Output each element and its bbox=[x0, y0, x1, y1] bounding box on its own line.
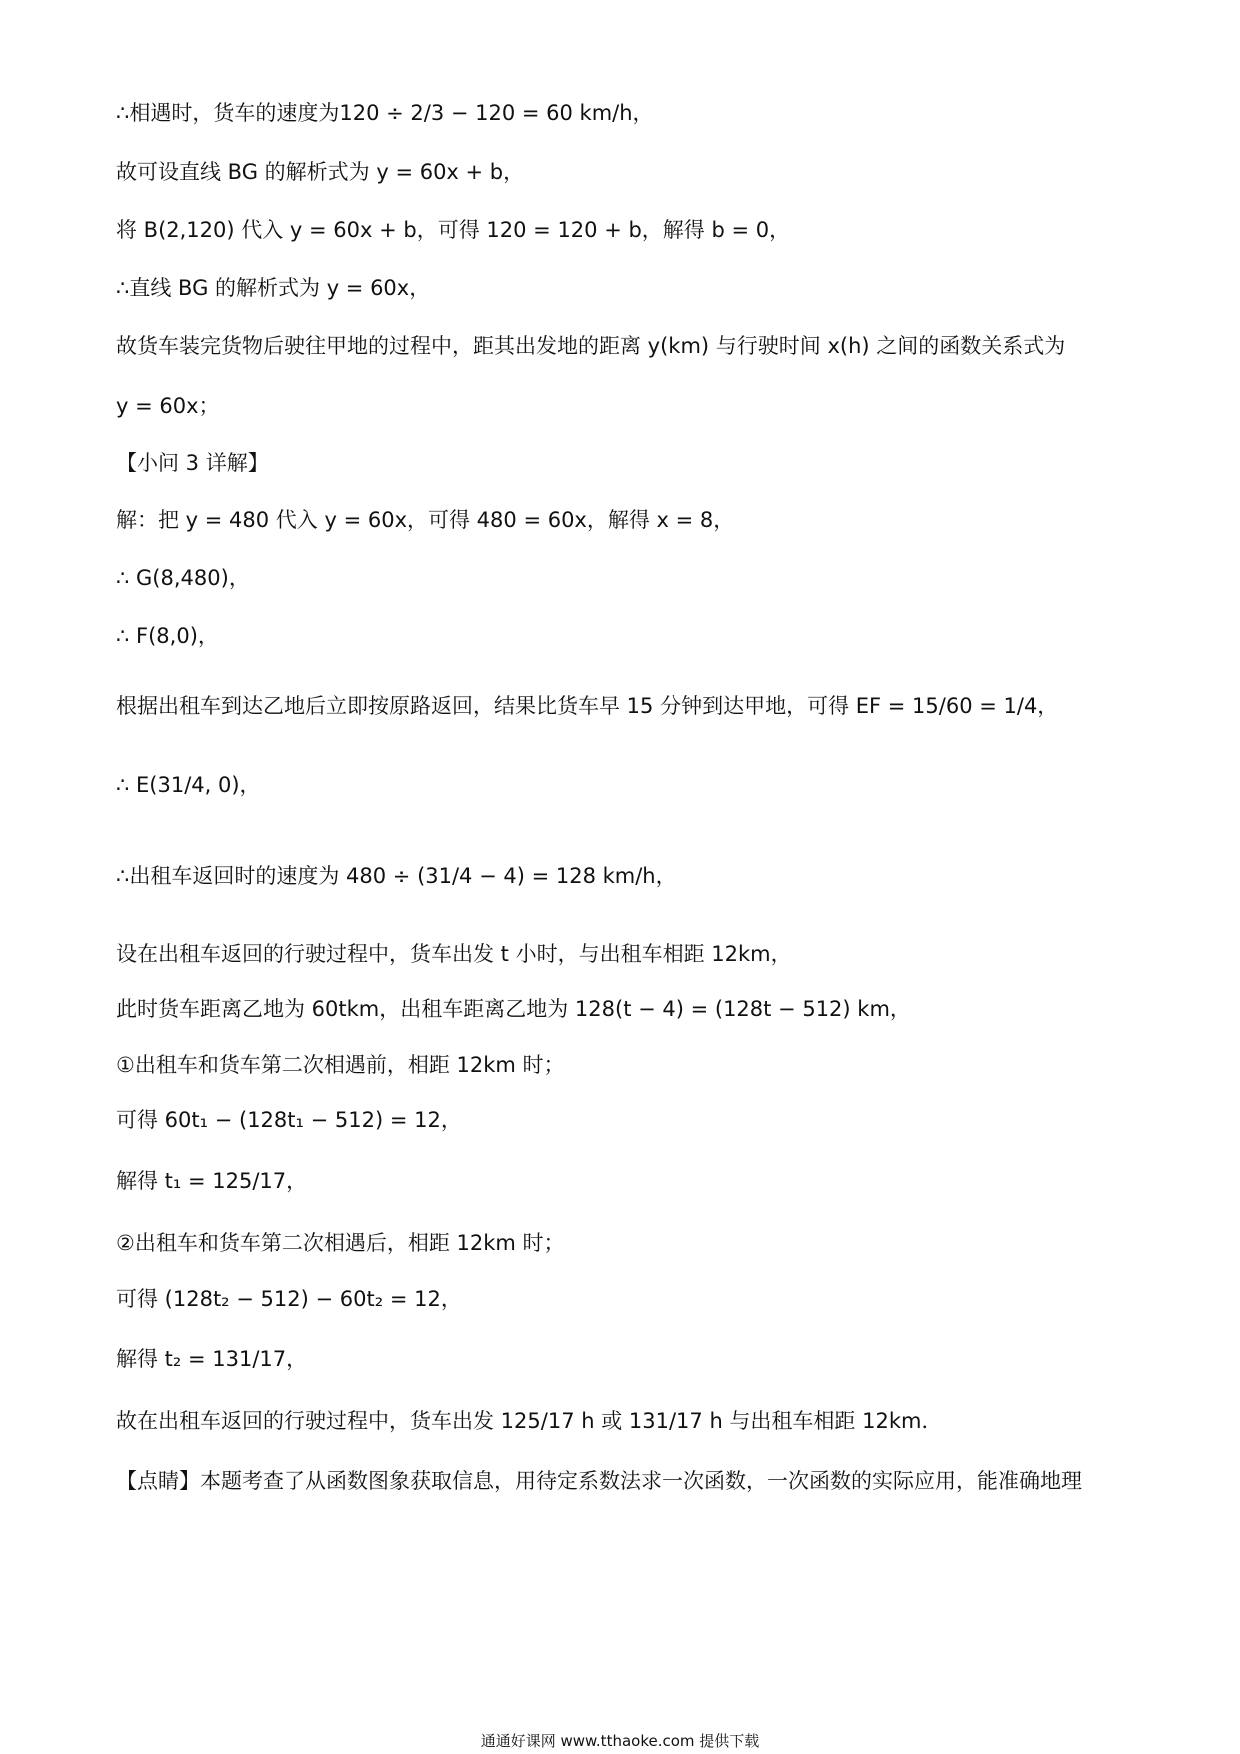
comment-line: 【点睛】本题考查了从函数图象获取信息，用待定系数法求一次函数，一次函数的实际应用，能准确地理 bbox=[116, 1469, 1082, 1493]
page-footer: 通通好课网 www.tthaoke.com 提供下载 bbox=[480, 1732, 760, 1750]
solution-line-22: 故在出租车返回的行驶过程中，货车出发 125/17 h 或 131/17 h 与出租车相距 12km． bbox=[116, 1409, 943, 1433]
solution-line-2: 故可设直线 BG 的解析式为 y = 60x + b， bbox=[116, 160, 525, 184]
solution-line-18: 解得 t₁ = 125/17， bbox=[116, 1169, 308, 1193]
solution-line-21: 解得 t₂ = 131/17， bbox=[116, 1347, 308, 1371]
solution-line-13: ∴出租车返回时的速度为 480 ÷ (31/4 − 4) = 128 km/h， bbox=[116, 864, 677, 888]
solution-line-15: 此时货车距离乙地为 60tkm，出租车距离乙地为 128(t − 4) = (128t − 512) km， bbox=[116, 997, 911, 1021]
solution-line-10: ∴ F(8,0)， bbox=[116, 624, 219, 648]
solution-line-12: ∴ E(31/4, 0)， bbox=[116, 773, 261, 797]
solution-line-4: ∴直线 BG 的解析式为 y = 60x， bbox=[116, 276, 431, 300]
solution-line-6: y = 60x； bbox=[116, 394, 220, 418]
solution-line-20: 可得 (128t₂ − 512) − 60t₂ = 12， bbox=[116, 1287, 462, 1311]
solution-line-16: ①出租车和货车第二次相遇前，相距 12km 时； bbox=[116, 1053, 565, 1077]
solution-line-14: 设在出租车返回的行驶过程中，货车出发 t 小时，与出租车相距 12km， bbox=[116, 942, 792, 966]
solution-line-9: ∴ G(8,480)， bbox=[116, 566, 250, 590]
solution-line-17: 可得 60t₁ − (128t₁ − 512) = 12， bbox=[116, 1108, 462, 1132]
solution-line-19: ②出租车和货车第二次相遇后，相距 12km 时； bbox=[116, 1231, 565, 1255]
solution-line-5: 故货车装完货物后驶往甲地的过程中，距其出发地的距离 y(km) 与行驶时间 x(h) 之间的函数关系式为 bbox=[116, 334, 1066, 358]
solution-line-3: 将 B(2,120) 代入 y = 60x + b，可得 120 = 120 + b，解得 b = 0， bbox=[116, 218, 791, 242]
solution-line-1: ∴相遇时，货车的速度为120 ÷ 2/3 − 120 = 60 km/h， bbox=[116, 101, 654, 125]
section-heading-q3: 【小问 3 详解】 bbox=[116, 451, 269, 475]
solution-line-11: 根据出租车到达乙地后立即按原路返回，结果比货车早 15 分钟到达甲地，可得 EF = 15/60 = 1/4， bbox=[116, 694, 1059, 718]
solution-line-8: 解：把 y = 480 代入 y = 60x，可得 480 = 60x，解得 x = 8， bbox=[116, 508, 735, 532]
